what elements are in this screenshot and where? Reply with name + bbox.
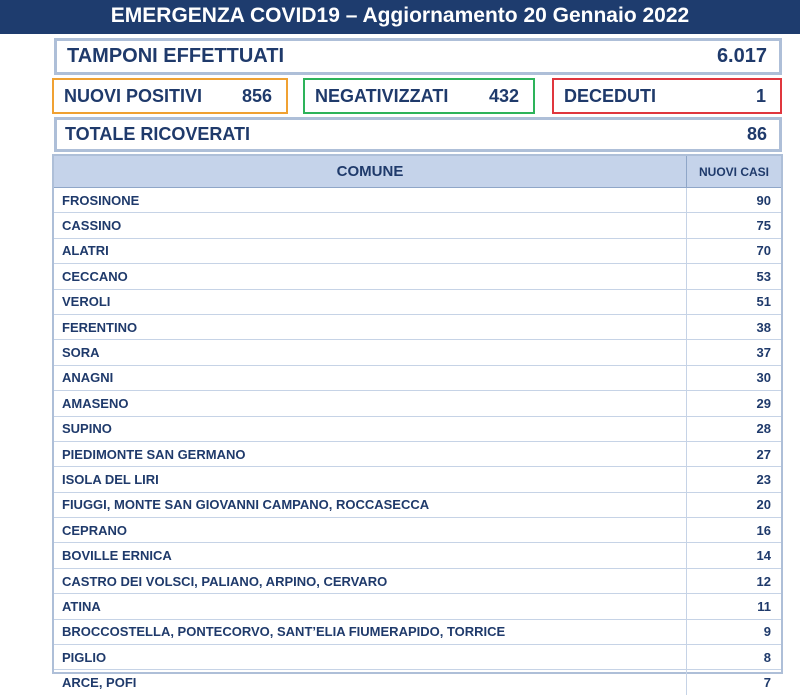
negativizzati-value: 432: [488, 85, 519, 106]
nuovi-casi-cell: 51: [687, 289, 782, 314]
deceduti-label: DECEDUTI: [564, 85, 657, 106]
table-row: [54, 188, 781, 213]
table-row: [54, 213, 781, 238]
nuovi-casi-cell: 8: [687, 645, 782, 670]
nuovi-casi-cell: 20: [687, 492, 782, 517]
nuovi-casi-cell: 14: [687, 543, 782, 568]
positivi-label: NUOVI POSITIVI: [64, 85, 203, 106]
comune-cell: BOVILLE ERNICA: [54, 543, 687, 568]
table-row: [54, 238, 781, 263]
table-row: [54, 518, 781, 543]
nuovi-casi-cell: 75: [687, 213, 782, 238]
comune-cell: ALATRI: [54, 238, 687, 263]
deceduti-box: [552, 78, 782, 114]
table-row: [54, 568, 781, 593]
comune-cell: FERENTINO: [54, 314, 687, 339]
table-row: [54, 391, 781, 416]
table-row: [54, 467, 781, 492]
table-row: [54, 416, 781, 441]
table-row: [54, 314, 781, 339]
comune-cell: SUPINO: [54, 416, 687, 441]
table-row: [54, 365, 781, 390]
comune-cell: CASSINO: [54, 213, 687, 238]
tamponi-value: 6.017: [716, 45, 767, 67]
positivi-value: 856: [241, 85, 272, 106]
table-row: [54, 289, 781, 314]
comune-cell: SORA: [54, 340, 687, 365]
column-header-comune: COMUNE: [54, 156, 687, 188]
table-row: [54, 619, 781, 644]
ricoverati-label: TOTALE RICOVERATI: [65, 124, 251, 144]
table-body: [54, 188, 781, 695]
comune-cell: ISOLA DEL LIRI: [54, 467, 687, 492]
table-row: [54, 645, 781, 670]
nuovi-casi-cell: 9: [687, 619, 782, 644]
comune-cell: ARCE, POFI: [62, 675, 137, 691]
table-header-row: [54, 156, 781, 188]
comune-cell: VEROLI: [54, 289, 687, 314]
ricoverati-value: 86: [746, 124, 767, 144]
comune-cell: PIEDIMONTE SAN GERMANO: [54, 441, 687, 466]
nuovi-casi-cell: 16: [687, 518, 782, 543]
table-row: [54, 543, 781, 568]
table-row: [54, 441, 781, 466]
ricoverati-box: [54, 117, 782, 152]
table-row: [54, 492, 781, 517]
nuovi-casi-cell: 90: [687, 188, 782, 213]
nuovi-casi-cell: 30: [687, 365, 782, 390]
comune-cell: CEPRANO: [54, 518, 687, 543]
comune-cell: ATINA: [54, 594, 687, 619]
column-header-casi: NUOVI CASI: [687, 156, 782, 188]
comune-cell: FIUGGI, MONTE SAN GIOVANNI CAMPANO, ROCCASECCA: [54, 492, 687, 517]
positivi-box: [52, 78, 288, 114]
cases-table-container: [52, 154, 783, 691]
nuovi-casi-cell: 7: [687, 670, 782, 695]
comune-cell: BROCCOSTELLA, PONTECORVO, SANT’ELIA FIUMERAPIDO, TORRICE: [54, 619, 687, 644]
tamponi-box: [54, 38, 782, 75]
nuovi-casi-cell: 12: [687, 568, 782, 593]
nuovi-casi-cell: 37: [687, 340, 782, 365]
cases-table: [54, 156, 781, 695]
comune-cell: ANAGNI: [54, 365, 687, 390]
negativizzati-label: NEGATIVIZZATI: [315, 85, 449, 106]
nuovi-casi-cell: 23: [687, 467, 782, 492]
nuovi-casi-cell: 11: [687, 594, 782, 619]
negativizzati-box: [303, 78, 535, 114]
tamponi-label: TAMPONI EFFETTUATI: [67, 45, 285, 67]
page-title: EMERGENZA COVID19 – Aggiornamento 20 Gennaio 2022: [0, 0, 800, 34]
table-row: [54, 340, 781, 365]
nuovi-casi-cell: 70: [687, 238, 782, 263]
nuovi-casi-cell: 28: [687, 416, 782, 441]
deceduti-value: 1: [755, 85, 766, 106]
table-row: [54, 264, 781, 289]
comune-cell: CASTRO DEI VOLSCI, PALIANO, ARPINO, CERVARO: [54, 568, 687, 593]
comune-cell: AMASENO: [54, 391, 687, 416]
comune-cell: FROSINONE: [54, 188, 687, 213]
nuovi-casi-cell: 38: [687, 314, 782, 339]
nuovi-casi-cell: 53: [687, 264, 782, 289]
nuovi-casi-cell: 27: [687, 441, 782, 466]
nuovi-casi-cell: 29: [687, 391, 782, 416]
comune-cell: PIGLIO: [54, 645, 687, 670]
table-row: [54, 594, 781, 619]
table-row: [54, 670, 781, 695]
comune-cell: CECCANO: [54, 264, 687, 289]
